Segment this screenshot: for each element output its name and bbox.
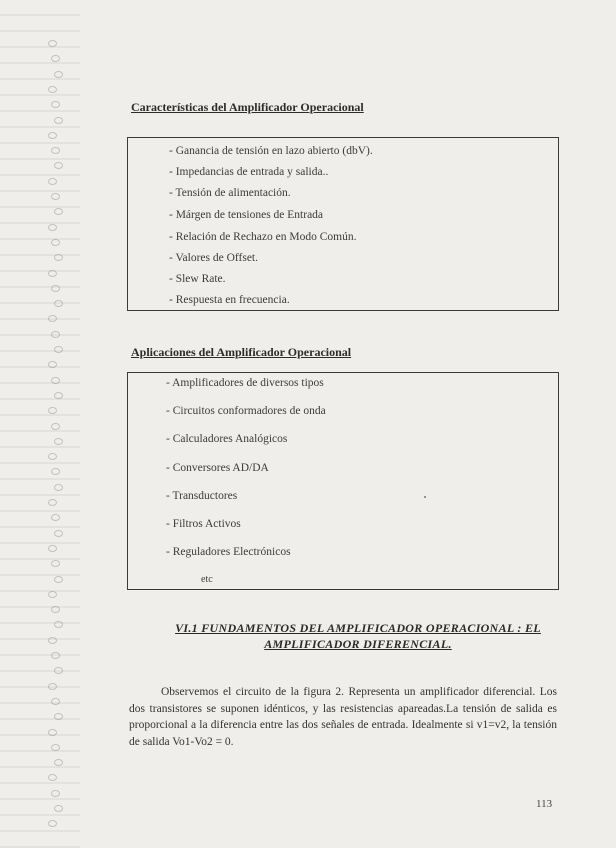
binding-hole [51, 652, 60, 659]
binding-hole [54, 392, 63, 399]
binding-hole [54, 805, 63, 812]
binding-hole [51, 606, 60, 613]
body-paragraph: Observemos el circuito de la figura 2. Representa un amplificador diferencial. Los dos transistores se suponen idénticos, y las resistencias apareadas.La tensión de salida es proporcional a la diferencia entre las dos señales de entrada. Idealmente si v1=v2, la tensión de salida Vo1-Vo2 = 0. [129, 686, 557, 748]
binding-hole [54, 438, 63, 445]
binding-hole [48, 453, 57, 460]
applications-item: - Conversores AD/DA [166, 462, 269, 474]
binding-hole [54, 208, 63, 215]
binding-holes [48, 40, 78, 840]
binding-hole [48, 683, 57, 690]
characteristics-item: - Impedancias de entrada y salida.. [169, 166, 329, 178]
binding-hole [54, 484, 63, 491]
characteristics-item: - Relación de Rechazo en Modo Común. [169, 231, 357, 243]
scan-speck [424, 496, 426, 498]
binding-hole [51, 698, 60, 705]
binding-hole [51, 514, 60, 521]
binding-hole [54, 71, 63, 78]
binding-hole [51, 193, 60, 200]
page-number: 113 [536, 798, 553, 810]
binding-hole [54, 300, 63, 307]
binding-hole [51, 423, 60, 430]
characteristics-heading: Características del Amplificador Operacional [131, 100, 364, 114]
binding-hole [54, 621, 63, 628]
binding-hole [48, 178, 57, 185]
characteristics-item: - Slew Rate. [169, 273, 226, 285]
characteristics-item: - Valores de Offset. [169, 252, 258, 264]
binding-hole [48, 591, 57, 598]
binding-hole [48, 270, 57, 277]
binding-hole [48, 820, 57, 827]
applications-item: - Filtros Activos [166, 518, 241, 530]
binding-hole [48, 224, 57, 231]
binding-hole [48, 361, 57, 368]
binding-hole [54, 713, 63, 720]
binding-hole [54, 759, 63, 766]
binding-hole [54, 254, 63, 261]
binding-hole [48, 407, 57, 414]
characteristics-item: - Márgen de tensiones de Entrada [169, 209, 324, 221]
binding-hole [51, 239, 60, 246]
binding-hole [54, 576, 63, 583]
binding-hole [48, 774, 57, 781]
binding-hole [48, 132, 57, 139]
binding-hole [51, 560, 60, 567]
binding-hole [51, 55, 60, 62]
binding-hole [48, 86, 57, 93]
binding-hole [54, 667, 63, 674]
section-title-line-2: AMPLIFICADOR DIFERENCIAL. [264, 637, 452, 651]
binding-hole [51, 331, 60, 338]
characteristics-item: - Respuesta en frecuencia. [169, 294, 290, 306]
characteristics-box [127, 137, 559, 311]
binding-hole [51, 790, 60, 797]
applications-heading: Aplicaciones del Amplificador Operacional [131, 345, 352, 359]
characteristics-item: - Ganancia de tensión en lazo abierto (dbV). [169, 145, 373, 157]
binding-hole [51, 147, 60, 154]
applications-box [127, 372, 559, 590]
applications-item: - Circuitos conformadores de onda [166, 405, 326, 417]
binding-hole [51, 101, 60, 108]
binding-hole [48, 315, 57, 322]
binding-hole [54, 346, 63, 353]
binding-hole [54, 117, 63, 124]
binding-hole [51, 377, 60, 384]
binding-hole [48, 729, 57, 736]
applications-item: - Reguladores Electrónicos [166, 546, 291, 558]
section-title-line-1: VI.1 FUNDAMENTOS DEL AMPLIFICADOR OPERACIONAL : EL [175, 621, 541, 635]
binding-hole [48, 499, 57, 506]
characteristics-item: - Tensión de alimentación. [169, 187, 291, 199]
binding-hole [51, 468, 60, 475]
applications-etc: etc [201, 574, 213, 585]
applications-item: - Transductores [166, 490, 238, 502]
binding-hole [48, 637, 57, 644]
applications-item: - Amplificadores de diversos tipos [166, 377, 324, 389]
binding-hole [54, 162, 63, 169]
binding-hole [48, 40, 57, 47]
binding-hole [48, 545, 57, 552]
binding-hole [54, 530, 63, 537]
binding-hole [51, 744, 60, 751]
applications-item: - Calculadores Analógicos [166, 433, 288, 445]
binding-hole [51, 285, 60, 292]
